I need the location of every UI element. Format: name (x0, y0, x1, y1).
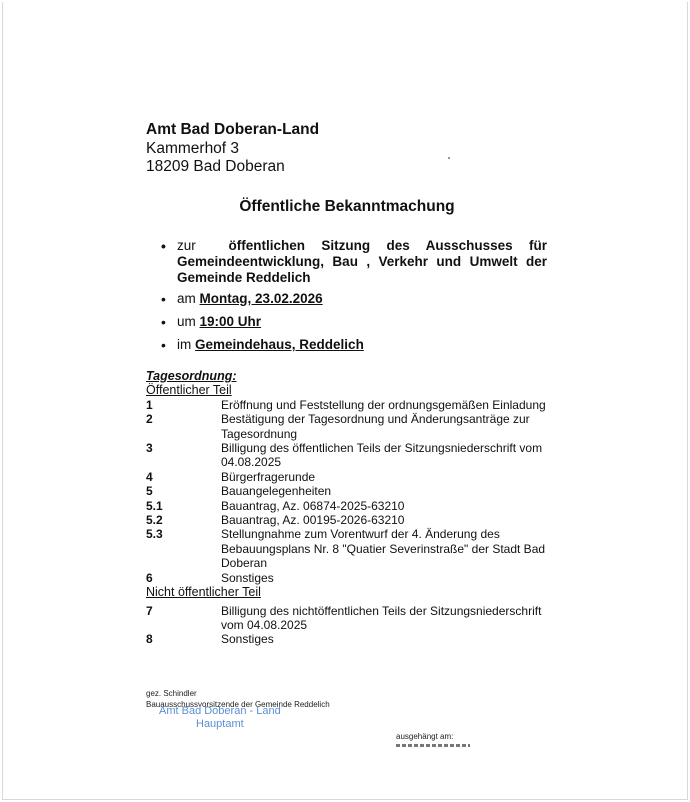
agenda-item (146, 604, 566, 633)
agenda-item (146, 412, 566, 441)
agenda-item-number: 6 (146, 570, 153, 585)
agenda-item-number: 5.1 (146, 498, 163, 513)
document-title: Öffentliche Bekanntmachung (239, 198, 455, 215)
agenda-item-text: Stellungnahme zum Vorentwurf der 4. Änderung des Bebauungsplans Nr. 8 "Quatier Severinstraße" der Stadt Bad Doberan (221, 527, 546, 571)
stamp-line-2: Hauptamt (196, 718, 244, 730)
agenda (146, 369, 566, 647)
posted-date-blurred (396, 744, 470, 747)
signature-role: Bauausschussvorsitzende der Gemeinde Reddelich (146, 699, 330, 709)
agenda-item-number: 5 (146, 484, 153, 499)
public-agenda-list (146, 398, 566, 585)
sender-city: 18209 Bad Doberan (146, 158, 285, 175)
meeting-subject: • zur öffentlichen Sitzung des Ausschusses für Gemeindeentwicklung, Bau , Verkehr und Umwelt der Gemeinde Reddelich (161, 238, 547, 286)
meeting-details (161, 238, 547, 360)
agenda-item (146, 527, 566, 570)
agenda-item-text: Bauantrag, Az. 06874-2025-63210 (221, 498, 405, 513)
agenda-item-text: Eröffnung und Feststellung der ordnungsgemäßen Einladung (221, 397, 546, 412)
agenda-item-number: 8 (146, 632, 153, 647)
agenda-item (146, 441, 566, 470)
agenda-item-text: Bürgerfragerunde (221, 469, 316, 484)
agenda-item-number: 1 (146, 397, 153, 412)
agenda-item (146, 398, 566, 412)
agenda-item-number: 4 (146, 469, 153, 484)
nonpublic-section-heading: Nicht öffentlicher Teil (146, 585, 261, 600)
meeting-date: • am Montag, 23.02.2026 (161, 291, 547, 307)
agenda-item-text: Sonstiges (221, 632, 274, 647)
posted-on (396, 732, 470, 747)
agenda-item (146, 470, 566, 484)
agenda-item-number: 3 (146, 441, 153, 456)
sender-org: Amt Bad Doberan-Land (146, 121, 320, 138)
agenda-item-number: 2 (146, 412, 153, 427)
agenda-item-text: Sonstiges (221, 570, 274, 585)
agenda-item-number: 7 (146, 603, 153, 618)
public-section-heading: Öffentlicher Teil (146, 383, 232, 398)
agenda-item-text: Billigung des öffentlichen Teils der Sitzungsniederschrift vom 04.08.2025 (221, 441, 543, 470)
agenda-item (146, 484, 566, 498)
stamp-line-1: Amt Bad Doberan - Land (159, 705, 281, 717)
nonpublic-agenda-list (146, 604, 566, 647)
agenda-item-text: Bauantrag, Az. 00195-2026-63210 (221, 513, 405, 528)
meeting-place: • im Gemeindehaus, Reddelich (161, 337, 547, 353)
agenda-item-text: Billigung des nichtöffentlichen Teils der Sitzungsniederschrift vom 04.08.2025 (221, 603, 542, 632)
sender-address (146, 121, 319, 177)
agenda-heading: Tagesordnung: (146, 369, 237, 383)
agenda-item (146, 571, 566, 585)
sender-street: Kammerhof 3 (146, 139, 240, 157)
agenda-item-number: 5.2 (146, 513, 163, 528)
agenda-item (146, 499, 566, 513)
agenda-item (146, 632, 566, 646)
agenda-item-text: Bauangelegenheiten (221, 484, 332, 499)
agenda-item-text: Bestätigung der Tagesordnung und Änderungsanträge zur Tagesordnung (221, 412, 530, 441)
posted-label: ausgehängt am: (396, 732, 454, 741)
meeting-time: • um 19:00 Uhr (161, 314, 547, 330)
signature-name: gez. Schindler (146, 689, 197, 698)
scan-speck (448, 157, 450, 159)
office-stamp (159, 705, 281, 731)
agenda-item (146, 513, 566, 527)
agenda-item-number: 5.3 (146, 527, 163, 542)
